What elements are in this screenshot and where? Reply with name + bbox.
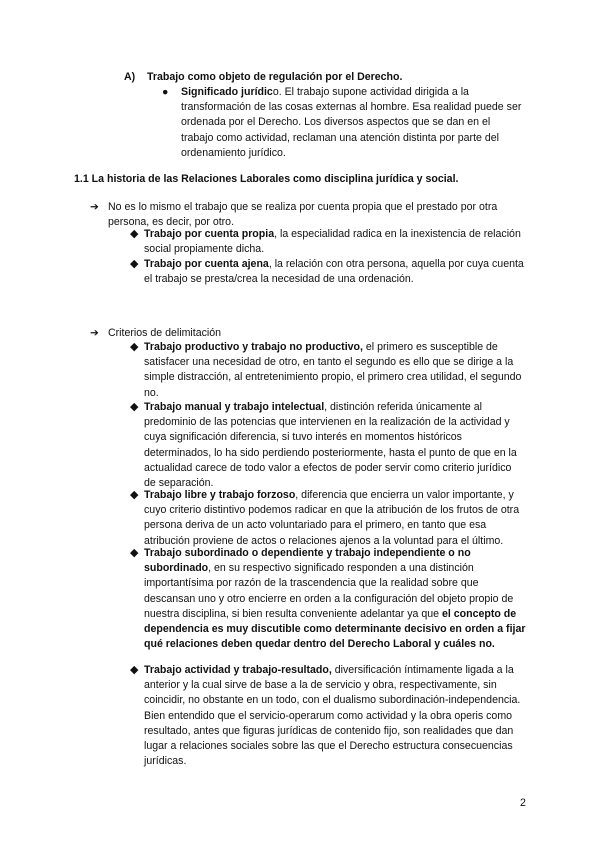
arrow1-text: No es lo mismo el trabajo que se realiza por cuenta propia que el prestado por otra persona, es decir, por otro.: [108, 201, 498, 229]
diamond-icon: ◆: [130, 489, 139, 501]
item-term: Trabajo productivo y trabajo no productivo,: [144, 341, 363, 353]
item-text: , la relación con otra persona, aquella por cuya cuenta el trabajo se presta/crea la necesidad de una ordenación.: [144, 258, 524, 286]
diamond-icon: ◆: [130, 341, 139, 353]
diamond-icon: ◆: [130, 228, 139, 240]
item-emphasis: el concepto de dependencia es muy discutible como determinante decisivo en orden a fijar qué relaciones deben quedar dentro del Derecho Laboral y cuáles no.: [144, 607, 526, 651]
diamond-icon: ◆: [130, 664, 139, 676]
section-a-label: A): [124, 71, 136, 83]
list-item: [144, 488, 526, 549]
item-text: el primero es susceptible de satisfacer una necesidad de otro, en tanto el segundo es ello que se dirige a la simple distracción, al entretenimiento propio, el primero crea utilidad, el segundo no.: [144, 341, 522, 399]
item-text: , distinción referida únicamente al predominio de las potencias que intervienen en la realización de la actividad y cuya significación diferencia, si tuvo interés en momentos históricos determinados, lo ha sido perdiendo posteriormente, hasta el punto de que en la actualidad carece de todo valor a efectos de poder servir como criterio jurídico de separación.: [144, 401, 517, 490]
list-item: [144, 257, 526, 287]
list-item: [144, 340, 526, 401]
arrow-icon: ➔: [90, 327, 99, 339]
section-heading-1-1: 1.1 La historia de las Relaciones Laborales como disciplina jurídica y social.: [74, 173, 459, 185]
diamond-icon: ◆: [130, 258, 139, 270]
item-text: diversificación íntimamente ligada a la anterior y la cual sirve de base a la de servicio y obra, respectivamente, sin coincidir, no obstante en un todo, con el dualismo subordinación-independencia. Bien entendido que el servicio-operarum como actividad y la obra operis como resultado, antes que figuras jurídicas de contenido fijo, son realidades que dan lugar a relaciones sociales sobre las que el Derecho estructura consecuencias jurídicas.: [144, 664, 521, 768]
bullet-icon: ●: [162, 86, 169, 98]
diamond-icon: ◆: [130, 401, 139, 413]
significado-paragraph: [181, 85, 523, 161]
diamond-icon: ◆: [130, 547, 139, 559]
section-a-heading: [124, 70, 524, 85]
page-number: 2: [520, 797, 526, 809]
list-item: [144, 663, 526, 769]
item-text: , diferencia que encierra un valor importante, y cuyo criterio distintivo podemos radicar en que la atribución de los frutos de otra persona deriva de un acto voluntariado para el primero, en tanto que esa atribución proviene de actos o relaciones ajenos a la voluntad para el último.: [144, 489, 520, 547]
item-text: , la especialidad radica en la inexistencia de relación social propiamente dicha.: [144, 228, 521, 256]
significado-text: o. El trabajo supone actividad dirigida a la transformación de las cosas externas al hombre. Esa realidad puede ser ordenada por el Derecho. Los diversos aspectos que se dan en el trabajo como actividad, reclaman una atención distinta por parte del ordenamiento jurídico.: [181, 86, 522, 159]
item-term: Trabajo manual y trabajo intelectual: [144, 401, 325, 413]
list-item: [144, 227, 526, 257]
item-term: Trabajo por cuenta propia: [144, 228, 275, 240]
list-item: [144, 400, 526, 491]
item-term: Trabajo subordinado o dependiente y trabajo independiente o no subordinado: [144, 547, 471, 575]
section-a-title: Trabajo como objeto de regulación por el Derecho.: [146, 71, 403, 83]
arrow1-paragraph: [108, 200, 523, 230]
item-text: , en su respectivo significado responden a una distinción importantísima por razón de la trascendencia que la realidad sobre que descansan uno y otro encierre en orden a la configuración del objeto propio de nuestra disciplina, si bien resulta conveniente adelantar ya que: [144, 562, 514, 620]
item-term: Trabajo libre y trabajo forzoso: [144, 489, 296, 501]
arrow-icon: ➔: [90, 201, 99, 213]
significado-term: Significado jurídic: [181, 86, 273, 98]
arrow2-text: Criterios de delimitación: [108, 327, 222, 339]
list-item: [144, 546, 526, 652]
item-term: Trabajo por cuenta ajena: [144, 258, 269, 270]
item-term: Trabajo actividad y trabajo-resultado,: [144, 664, 332, 676]
